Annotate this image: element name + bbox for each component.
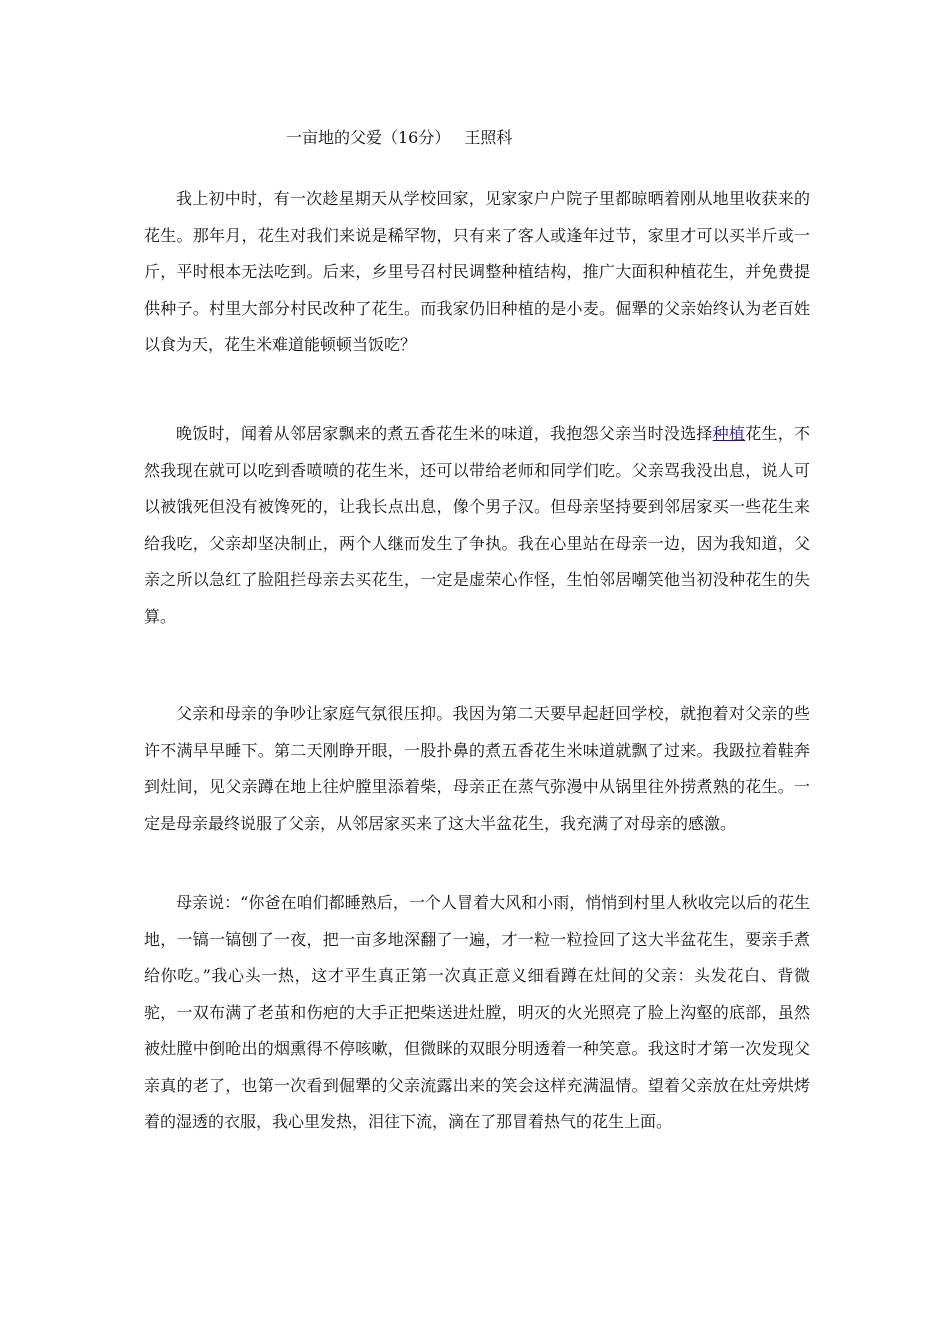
paragraph-1: 我上初中时，有一次趁星期天从学校回家，见家家户户院子里都晾晒着刚从地里收获来的花生。那年月，花生对我们来说是稀罕物，只有来了客人或逢年过节，家里才可以买半斤或一斤，平时根本无法吃到。后来，乡里号召村民调整种植结构，推广大面积种植花生，并免费提供种子。村里大部分村民改种了花生。而我家仍旧种植的是小麦。倔犟的父亲始终认为老百姓以食为天，花生米难道能顿顿当饭吃？ bbox=[144, 189, 810, 354]
article-title bbox=[286, 127, 512, 149]
title-text: 一亩地的父爱（16分） bbox=[286, 128, 451, 147]
planting-link[interactable]: 种植 bbox=[712, 424, 746, 443]
paragraph-2-before: 晚饭时，闻着从邻居家飘来的煮五香花生米的味道，我抱怨父亲当时没选择 bbox=[176, 424, 713, 443]
paragraph-4: 母亲说：“你爸在咱们都睡熟后，一个人冒着大风和小雨，悄悄到村里人秋收完以后的花生地，一镐一镐刨了一夜，把一亩多地深翻了一遍，才一粒一粒捡回了这大半盆花生，要亲手煮给你吃。”我心头一热，这才平生真正第一次真正意义细看蹲在灶间的父亲：头发花白、背微驼，一双布满了老茧和伤疤的大手正把柴送进灶膛，明灭的火光照亮了脸上沟壑的底部，虽然被灶膛中倒呛出的烟熏得不停咳嗽，但微眯的双眼分明透着一种笑意。我这时才第一次发现父亲真的老了，也第一次看到倔犟的父亲流露出来的笑会这样充满温情。望着父亲放在灶旁烘烤着的湿透的衣服，我心里发热，泪往下流，滴在了那冒着热气的花生上面。 bbox=[144, 893, 810, 1131]
paragraph-3: 父亲和母亲的争吵让家庭气氛很压抑。我因为第二天要早起赶回学校，就抱着对父亲的些许不满早早睡下。第二天刚睁开眼，一股扑鼻的煮五香花生米味道就飘了过来。我趿拉着鞋奔到灶间，见父亲蹲在地上往炉膛里添着柴，母亲正在蒸气弥漫中从锅里往外捞煮熟的花生。一定是母亲最终说服了父亲，从邻居家买来了这大半盆花生，我充满了对母亲的感激。 bbox=[144, 704, 810, 833]
paragraph-2 bbox=[144, 416, 810, 635]
author-name: 王照科 bbox=[464, 128, 513, 147]
paragraph-2-after: 花生，不然我现在就可以吃到香喷喷的花生米，还可以带给老师和同学们吃。父亲骂我没出息，说人可以被饿死但没有被馋死的，让我长点出息，像个男子汉。但母亲坚持要到邻居家买一些花生来给我吃，父亲却坚决制止，两个人继而发生了争执。我在心里站在母亲一边，因为我知道，父亲之所以急红了脸阻拦母亲去买花生，一定是虚荣心作怪，生怕邻居嘲笑他当初没种花生的失算。 bbox=[144, 424, 810, 626]
